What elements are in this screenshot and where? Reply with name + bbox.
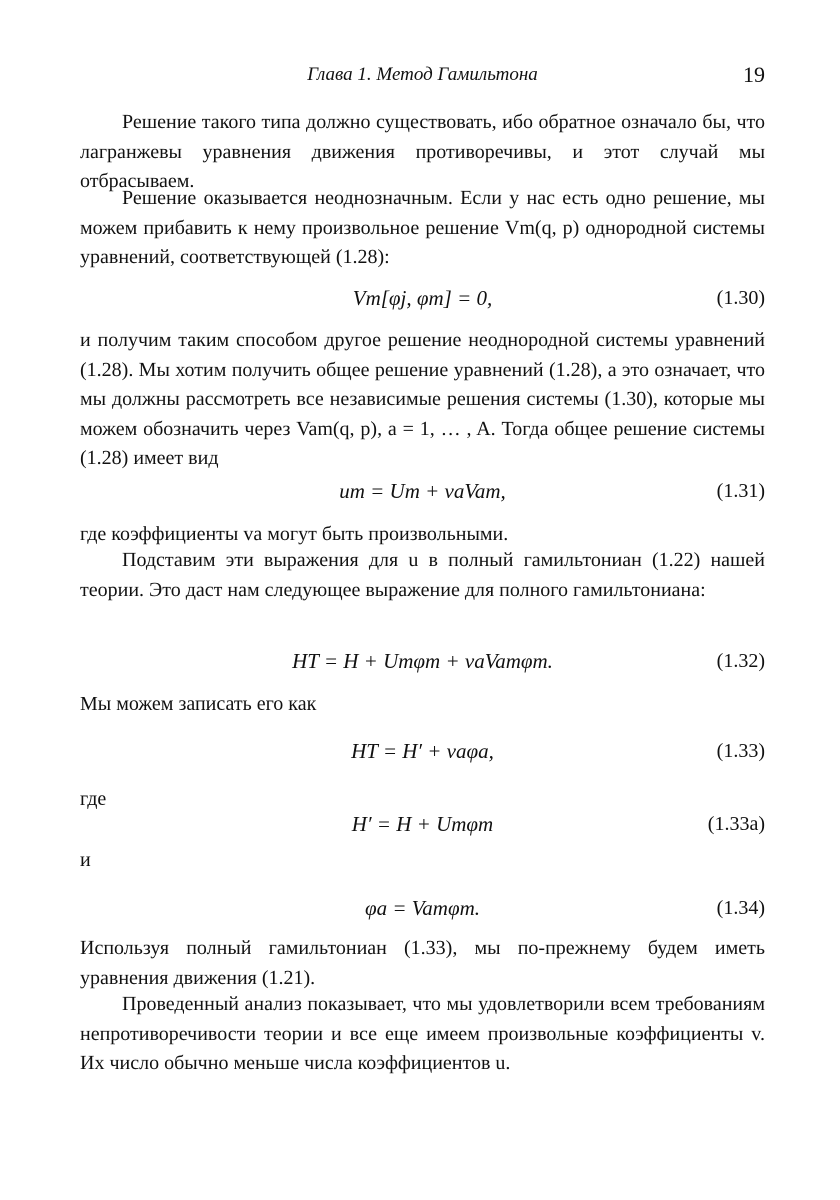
paragraph-9: Используя полный гамильтониан (1.33), мы по-прежнему будем иметь уравнения движения (1.21).	[80, 937, 765, 989]
running-title: Глава 1. Метод Гамильтона	[307, 64, 538, 85]
paragraph-7: где	[80, 788, 107, 810]
equation-number: (1.33a)	[707, 813, 765, 835]
running-head	[80, 60, 765, 90]
equation-number: (1.32)	[716, 650, 765, 672]
equation-formula: Vm[φj, φm] = 0,	[352, 286, 493, 310]
equation-1-31	[80, 474, 765, 508]
equation-1-33	[80, 734, 765, 768]
paragraph-5: Подставим эти выражения для u в полный гамильтониан (1.22) нашей теории. Это даст нам следующее выражение для полного гамильтониана:	[80, 549, 765, 601]
paragraph-4: где коэффициенты va могут быть произвольными.	[80, 523, 509, 545]
equation-formula: HT = H′ + vaφa,	[351, 739, 494, 763]
equation-formula: um = Um + vaVam,	[339, 479, 506, 503]
equation-1-33a	[80, 807, 765, 841]
equation-1-30	[80, 281, 765, 315]
paragraph-10: Проведенный анализ показывает, что мы удовлетворили всем требованиям непротиворечивости теории и все еще имеем произвольные коэффициенты v. Их число обычно меньше числа коэффициентов u.	[80, 993, 765, 1074]
equation-formula: φa = Vamφm.	[365, 896, 480, 920]
paragraph-2: Решение оказывается неоднозначным. Если у нас есть одно решение, мы можем прибавить к нему произвольное решение Vm(q, p) однородной системы уравнений, соответствующей (1.28):	[80, 187, 765, 268]
equation-number: (1.33)	[716, 740, 765, 762]
equation-1-34	[80, 891, 765, 925]
paragraph-1: Решение такого типа должно существовать, ибо обратное означало бы, что лагранжевы уравнения движения противоречивы, и этот случай мы отбрасываем.	[80, 111, 765, 192]
paragraph-6: Мы можем записать его как	[80, 693, 317, 715]
page-number: 19	[743, 62, 765, 87]
paragraph-3: и получим таким способом другое решение неоднородной системы уравнений (1.28). Мы хотим получить общее решение уравнений (1.28), а это означает, что мы должны рассмотреть все независимые решения системы (1.30), которые мы можем обозначить через Vam(q, p), a = 1, … , A. Тогда общее решение системы (1.28) имеет вид	[80, 329, 765, 469]
equation-formula: H′ = H + Umφm	[351, 812, 494, 836]
equation-number: (1.31)	[716, 480, 765, 502]
equation-formula: HT = H + Umφm + vaVamφm.	[292, 649, 553, 673]
equation-1-32	[80, 644, 765, 678]
equation-number: (1.34)	[716, 897, 765, 919]
equation-number: (1.30)	[716, 287, 765, 309]
paragraph-8: и	[80, 849, 91, 871]
